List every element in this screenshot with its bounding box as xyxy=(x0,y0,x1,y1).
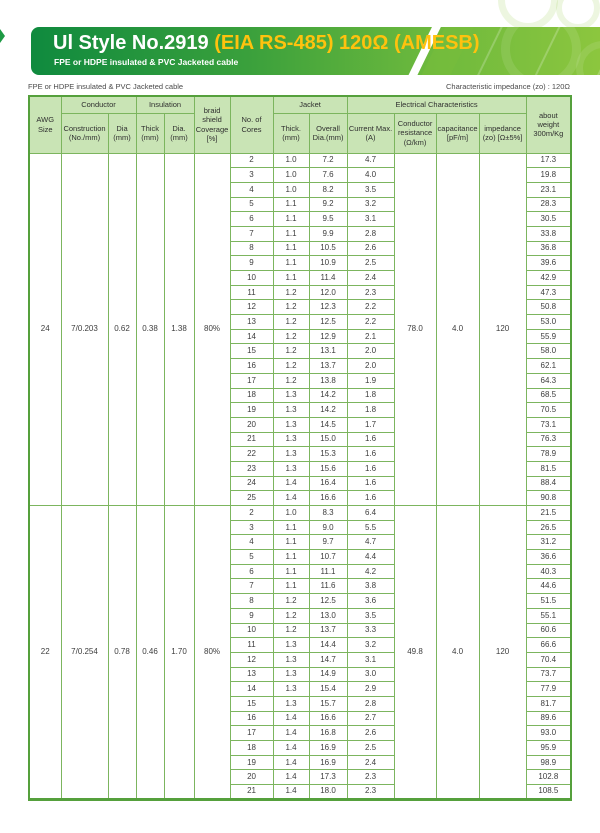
current-max-cell: 2.5 xyxy=(347,741,394,756)
overall-dia-cell: 12.5 xyxy=(309,594,347,609)
cores-cell: 2 xyxy=(230,506,273,521)
cores-cell: 23 xyxy=(230,461,273,476)
current-max-cell: 3.0 xyxy=(347,667,394,682)
braid-coverage-cell: 80% xyxy=(194,153,230,506)
cores-cell: 3 xyxy=(230,520,273,535)
overall-dia-cell: 16.9 xyxy=(309,741,347,756)
jacket-thick-cell: 1.1 xyxy=(273,197,309,212)
weight-cell: 77.9 xyxy=(526,682,571,697)
col-header-jacket-thick: Thick. (mm) xyxy=(273,113,309,153)
overall-dia-cell: 9.9 xyxy=(309,226,347,241)
overall-dia-cell: 14.2 xyxy=(309,388,347,403)
cores-cell: 10 xyxy=(230,271,273,286)
cores-cell: 13 xyxy=(230,667,273,682)
overall-dia-cell: 13.7 xyxy=(309,359,347,374)
jacket-thick-cell: 1.3 xyxy=(273,447,309,462)
weight-cell: 108.5 xyxy=(526,785,571,800)
cores-cell: 6 xyxy=(230,212,273,227)
cores-cell: 7 xyxy=(230,579,273,594)
col-header-current-max: Current Max.(A) xyxy=(347,113,394,153)
cores-cell: 5 xyxy=(230,550,273,565)
cores-cell: 14 xyxy=(230,329,273,344)
current-max-cell: 3.8 xyxy=(347,579,394,594)
current-max-cell: 2.3 xyxy=(347,770,394,785)
jacket-thick-cell: 1.1 xyxy=(273,271,309,286)
current-max-cell: 3.1 xyxy=(347,212,394,227)
current-max-cell: 2.0 xyxy=(347,344,394,359)
col-header-braid-coverage: braid shield Coverage [%] xyxy=(194,96,230,153)
overall-dia-cell: 11.1 xyxy=(309,564,347,579)
jacket-thick-cell: 1.3 xyxy=(273,432,309,447)
jacket-thick-cell: 1.1 xyxy=(273,535,309,550)
cores-cell: 11 xyxy=(230,638,273,653)
awg-size-cell: 24 xyxy=(29,153,61,506)
cores-cell: 6 xyxy=(230,564,273,579)
current-max-cell: 1.8 xyxy=(347,388,394,403)
jacket-thick-cell: 1.4 xyxy=(273,741,309,756)
weight-cell: 51.5 xyxy=(526,594,571,609)
overall-dia-cell: 12.9 xyxy=(309,329,347,344)
jacket-thick-cell: 1.0 xyxy=(273,168,309,183)
jacket-thick-cell: 1.3 xyxy=(273,388,309,403)
cores-cell: 18 xyxy=(230,741,273,756)
current-max-cell: 3.2 xyxy=(347,638,394,653)
overall-dia-cell: 15.7 xyxy=(309,696,347,711)
cores-cell: 8 xyxy=(230,241,273,256)
capacitance-cell: 4.0 xyxy=(436,153,479,506)
jacket-thick-cell: 1.4 xyxy=(273,491,309,506)
current-max-cell: 2.3 xyxy=(347,285,394,300)
jacket-thick-cell: 1.4 xyxy=(273,711,309,726)
table-row xyxy=(29,506,571,521)
jacket-thick-cell: 1.1 xyxy=(273,579,309,594)
decorative-ring xyxy=(556,0,600,30)
characteristic-impedance-label: Characteristic impedance (zo) : 120Ω xyxy=(446,82,570,91)
cores-cell: 15 xyxy=(230,344,273,359)
overall-dia-cell: 15.6 xyxy=(309,461,347,476)
jacket-thick-cell: 1.1 xyxy=(273,212,309,227)
cores-cell: 13 xyxy=(230,315,273,330)
jacket-thick-cell: 1.2 xyxy=(273,608,309,623)
current-max-cell: 4.2 xyxy=(347,564,394,579)
overall-dia-cell: 15.3 xyxy=(309,447,347,462)
overall-dia-cell: 16.9 xyxy=(309,755,347,770)
current-max-cell: 3.5 xyxy=(347,608,394,623)
overall-dia-cell: 16.4 xyxy=(309,476,347,491)
weight-cell: 40.3 xyxy=(526,564,571,579)
construction-cell: 7/0.254 xyxy=(61,506,108,800)
current-max-cell: 2.0 xyxy=(347,359,394,374)
overall-dia-cell: 13.0 xyxy=(309,608,347,623)
cores-cell: 22 xyxy=(230,447,273,462)
current-max-cell: 2.2 xyxy=(347,315,394,330)
construction-cell: 7/0.203 xyxy=(61,153,108,506)
weight-cell: 64.3 xyxy=(526,373,571,388)
overall-dia-cell: 10.5 xyxy=(309,241,347,256)
overall-dia-cell: 15.0 xyxy=(309,432,347,447)
page-title-accent: (EIA RS-485) 120Ω (AMESB) xyxy=(214,32,480,54)
cores-cell: 3 xyxy=(230,168,273,183)
overall-dia-cell: 14.9 xyxy=(309,667,347,682)
weight-cell: 36.8 xyxy=(526,241,571,256)
current-max-cell: 3.5 xyxy=(347,182,394,197)
weight-cell: 42.9 xyxy=(526,271,571,286)
weight-cell: 60.6 xyxy=(526,623,571,638)
current-max-cell: 1.6 xyxy=(347,432,394,447)
jacket-thick-cell: 1.1 xyxy=(273,226,309,241)
overall-dia-cell: 8.3 xyxy=(309,506,347,521)
weight-cell: 70.4 xyxy=(526,652,571,667)
cores-cell: 19 xyxy=(230,755,273,770)
col-group-jacket: Jacket xyxy=(273,96,347,113)
weight-cell: 66.6 xyxy=(526,638,571,653)
overall-dia-cell: 14.4 xyxy=(309,638,347,653)
cores-cell: 14 xyxy=(230,682,273,697)
conductor-dia-cell: 0.78 xyxy=(108,506,136,800)
cores-cell: 15 xyxy=(230,696,273,711)
cores-cell: 10 xyxy=(230,623,273,638)
awg-size-cell: 22 xyxy=(29,506,61,800)
weight-cell: 33.8 xyxy=(526,226,571,241)
weight-cell: 26.5 xyxy=(526,520,571,535)
overall-dia-cell: 16.6 xyxy=(309,491,347,506)
weight-cell: 95.9 xyxy=(526,741,571,756)
cores-cell: 12 xyxy=(230,300,273,315)
current-max-cell: 4.7 xyxy=(347,153,394,168)
current-max-cell: 2.3 xyxy=(347,785,394,800)
weight-cell: 102.8 xyxy=(526,770,571,785)
decorative-ring xyxy=(498,0,558,30)
current-max-cell: 3.3 xyxy=(347,623,394,638)
col-header-overall-dia: Overall Dia.(mm) xyxy=(309,113,347,153)
current-max-cell: 3.6 xyxy=(347,594,394,609)
current-max-cell: 2.4 xyxy=(347,755,394,770)
jacket-thick-cell: 1.2 xyxy=(273,623,309,638)
weight-cell: 17.3 xyxy=(526,153,571,168)
cores-cell: 24 xyxy=(230,476,273,491)
overall-dia-cell: 14.5 xyxy=(309,417,347,432)
table-body xyxy=(29,153,571,799)
jacket-thick-cell: 1.2 xyxy=(273,373,309,388)
jacket-thick-cell: 1.2 xyxy=(273,594,309,609)
current-max-cell: 2.1 xyxy=(347,329,394,344)
weight-cell: 53.0 xyxy=(526,315,571,330)
overall-dia-cell: 18.0 xyxy=(309,785,347,800)
weight-cell: 81.5 xyxy=(526,461,571,476)
title-banner xyxy=(31,27,600,75)
weight-cell: 73.7 xyxy=(526,667,571,682)
col-header-cores: No. of Cores xyxy=(230,96,273,153)
cores-cell: 12 xyxy=(230,652,273,667)
overall-dia-cell: 10.9 xyxy=(309,256,347,271)
col-header-thick: Thick (mm) xyxy=(136,113,164,153)
overall-dia-cell: 13.7 xyxy=(309,623,347,638)
braid-coverage-cell: 80% xyxy=(194,506,230,800)
weight-cell: 68.5 xyxy=(526,388,571,403)
col-group-insulation: Insulation xyxy=(136,96,194,113)
weight-cell: 55.9 xyxy=(526,329,571,344)
jacket-thick-cell: 1.1 xyxy=(273,520,309,535)
overall-dia-cell: 9.7 xyxy=(309,535,347,550)
jacket-thick-cell: 1.0 xyxy=(273,153,309,168)
cores-cell: 18 xyxy=(230,388,273,403)
col-header-awg: AWG Size xyxy=(29,96,61,153)
overall-dia-cell: 10.7 xyxy=(309,550,347,565)
impedance-cell: 120 xyxy=(479,153,526,506)
insulation-dia-cell: 1.38 xyxy=(164,153,194,506)
current-max-cell: 1.9 xyxy=(347,373,394,388)
overall-dia-cell: 7.2 xyxy=(309,153,347,168)
cores-cell: 16 xyxy=(230,711,273,726)
overall-dia-cell: 15.4 xyxy=(309,682,347,697)
insulation-dia-cell: 1.70 xyxy=(164,506,194,800)
overall-dia-cell: 17.3 xyxy=(309,770,347,785)
weight-cell: 73.1 xyxy=(526,417,571,432)
weight-cell: 90.8 xyxy=(526,491,571,506)
cores-cell: 20 xyxy=(230,770,273,785)
insulation-thick-cell: 0.38 xyxy=(136,153,164,506)
overall-dia-cell: 14.2 xyxy=(309,403,347,418)
banner-decor-ring xyxy=(501,27,581,75)
weight-cell: 88.4 xyxy=(526,476,571,491)
overall-dia-cell: 9.0 xyxy=(309,520,347,535)
table-header xyxy=(29,96,571,153)
cores-cell: 21 xyxy=(230,432,273,447)
weight-cell: 30.5 xyxy=(526,212,571,227)
cores-cell: 19 xyxy=(230,403,273,418)
weight-cell: 19.8 xyxy=(526,168,571,183)
page-title xyxy=(53,32,480,55)
jacket-thick-cell: 1.1 xyxy=(273,564,309,579)
jacket-thick-cell: 1.1 xyxy=(273,550,309,565)
weight-cell: 62.1 xyxy=(526,359,571,374)
weight-cell: 93.0 xyxy=(526,726,571,741)
current-max-cell: 3.1 xyxy=(347,652,394,667)
jacket-thick-cell: 1.2 xyxy=(273,329,309,344)
jacket-thick-cell: 1.2 xyxy=(273,300,309,315)
resistance-cell: 78.0 xyxy=(394,153,436,506)
resistance-cell: 49.8 xyxy=(394,506,436,800)
overall-dia-cell: 12.5 xyxy=(309,315,347,330)
current-max-cell: 3.2 xyxy=(347,197,394,212)
current-max-cell: 1.6 xyxy=(347,461,394,476)
jacket-thick-cell: 1.3 xyxy=(273,652,309,667)
cores-cell: 17 xyxy=(230,726,273,741)
jacket-thick-cell: 1.3 xyxy=(273,696,309,711)
overall-dia-cell: 13.1 xyxy=(309,344,347,359)
overall-dia-cell: 11.4 xyxy=(309,271,347,286)
weight-cell: 28.3 xyxy=(526,197,571,212)
page-title-main: Ul Style No.2919 xyxy=(53,32,215,54)
weight-cell: 21.5 xyxy=(526,506,571,521)
jacket-thick-cell: 1.2 xyxy=(273,344,309,359)
current-max-cell: 2.4 xyxy=(347,271,394,286)
col-header-weight: about weight 300m/Kg xyxy=(526,96,571,153)
cores-cell: 4 xyxy=(230,535,273,550)
weight-cell: 44.6 xyxy=(526,579,571,594)
jacket-thick-cell: 1.2 xyxy=(273,315,309,330)
current-max-cell: 2.8 xyxy=(347,696,394,711)
cores-cell: 20 xyxy=(230,417,273,432)
jacket-thick-cell: 1.2 xyxy=(273,285,309,300)
current-max-cell: 2.7 xyxy=(347,711,394,726)
current-max-cell: 1.8 xyxy=(347,403,394,418)
weight-cell: 89.6 xyxy=(526,711,571,726)
page-edge-notch xyxy=(0,29,5,43)
current-max-cell: 1.6 xyxy=(347,447,394,462)
jacket-thick-cell: 1.2 xyxy=(273,359,309,374)
weight-cell: 78.9 xyxy=(526,447,571,462)
jacket-thick-cell: 1.3 xyxy=(273,638,309,653)
weight-cell: 36.6 xyxy=(526,550,571,565)
overall-dia-cell: 14.7 xyxy=(309,652,347,667)
cores-cell: 16 xyxy=(230,359,273,374)
weight-cell: 98.9 xyxy=(526,755,571,770)
current-max-cell: 2.6 xyxy=(347,241,394,256)
cores-cell: 5 xyxy=(230,197,273,212)
insulation-thick-cell: 0.46 xyxy=(136,506,164,800)
weight-cell: 23.1 xyxy=(526,182,571,197)
spec-table xyxy=(28,95,572,801)
weight-cell: 39.6 xyxy=(526,256,571,271)
overall-dia-cell: 11.6 xyxy=(309,579,347,594)
cores-cell: 9 xyxy=(230,256,273,271)
cores-cell: 17 xyxy=(230,373,273,388)
col-header-dia: Dia (mm) xyxy=(108,113,136,153)
col-header-dia2: Dia. (mm) xyxy=(164,113,194,153)
cores-cell: 8 xyxy=(230,594,273,609)
page-subtitle: FPE or HDPE insulated & PVC Jacketed cable xyxy=(54,57,239,67)
current-max-cell: 1.6 xyxy=(347,476,394,491)
current-max-cell: 2.9 xyxy=(347,682,394,697)
jacket-thick-cell: 1.1 xyxy=(273,241,309,256)
current-max-cell: 4.7 xyxy=(347,535,394,550)
overall-dia-cell: 16.8 xyxy=(309,726,347,741)
col-group-conductor: Conductor xyxy=(61,96,136,113)
weight-cell: 76.3 xyxy=(526,432,571,447)
impedance-cell: 120 xyxy=(479,506,526,800)
table-caption-row xyxy=(28,82,570,91)
cores-cell: 11 xyxy=(230,285,273,300)
weight-cell: 47.3 xyxy=(526,285,571,300)
col-header-capacitance: capacitance [pF/m] xyxy=(436,113,479,153)
capacitance-cell: 4.0 xyxy=(436,506,479,800)
col-header-impedance: impedance (zo) [Ω±5%] xyxy=(479,113,526,153)
overall-dia-cell: 7.6 xyxy=(309,168,347,183)
weight-cell: 31.2 xyxy=(526,535,571,550)
jacket-thick-cell: 1.0 xyxy=(273,506,309,521)
jacket-thick-cell: 1.4 xyxy=(273,726,309,741)
col-header-construction: Construction (No./mm) xyxy=(61,113,108,153)
current-max-cell: 2.2 xyxy=(347,300,394,315)
overall-dia-cell: 9.5 xyxy=(309,212,347,227)
jacket-thick-cell: 1.4 xyxy=(273,770,309,785)
overall-dia-cell: 9.2 xyxy=(309,197,347,212)
weight-cell: 58.0 xyxy=(526,344,571,359)
current-max-cell: 1.7 xyxy=(347,417,394,432)
jacket-thick-cell: 1.0 xyxy=(273,182,309,197)
cores-cell: 25 xyxy=(230,491,273,506)
col-header-resistance: Conductor resistance (Ω/km) xyxy=(394,113,436,153)
cores-cell: 4 xyxy=(230,182,273,197)
weight-cell: 55.1 xyxy=(526,608,571,623)
jacket-thick-cell: 1.3 xyxy=(273,682,309,697)
overall-dia-cell: 13.8 xyxy=(309,373,347,388)
weight-cell: 81.7 xyxy=(526,696,571,711)
jacket-thick-cell: 1.4 xyxy=(273,785,309,800)
current-max-cell: 4.4 xyxy=(347,550,394,565)
overall-dia-cell: 12.3 xyxy=(309,300,347,315)
jacket-thick-cell: 1.4 xyxy=(273,476,309,491)
current-max-cell: 2.8 xyxy=(347,226,394,241)
jacket-thick-cell: 1.3 xyxy=(273,461,309,476)
jacket-thick-cell: 1.3 xyxy=(273,403,309,418)
jacket-thick-cell: 1.1 xyxy=(273,256,309,271)
current-max-cell: 2.6 xyxy=(347,726,394,741)
jacket-thick-cell: 1.3 xyxy=(273,667,309,682)
cable-type-label: FPE or HDPE insulated & PVC Jacketed cable xyxy=(28,82,184,91)
table-row xyxy=(29,153,571,168)
current-max-cell: 2.5 xyxy=(347,256,394,271)
col-group-electrical: Electrical Characteristics xyxy=(347,96,526,113)
current-max-cell: 4.0 xyxy=(347,168,394,183)
current-max-cell: 1.6 xyxy=(347,491,394,506)
cores-cell: 2 xyxy=(230,153,273,168)
jacket-thick-cell: 1.4 xyxy=(273,755,309,770)
conductor-dia-cell: 0.62 xyxy=(108,153,136,506)
overall-dia-cell: 12.0 xyxy=(309,285,347,300)
jacket-thick-cell: 1.3 xyxy=(273,417,309,432)
overall-dia-cell: 8.2 xyxy=(309,182,347,197)
cores-cell: 7 xyxy=(230,226,273,241)
current-max-cell: 5.5 xyxy=(347,520,394,535)
cores-cell: 9 xyxy=(230,608,273,623)
current-max-cell: 6.4 xyxy=(347,506,394,521)
cores-cell: 21 xyxy=(230,785,273,800)
weight-cell: 50.8 xyxy=(526,300,571,315)
weight-cell: 70.5 xyxy=(526,403,571,418)
overall-dia-cell: 16.6 xyxy=(309,711,347,726)
